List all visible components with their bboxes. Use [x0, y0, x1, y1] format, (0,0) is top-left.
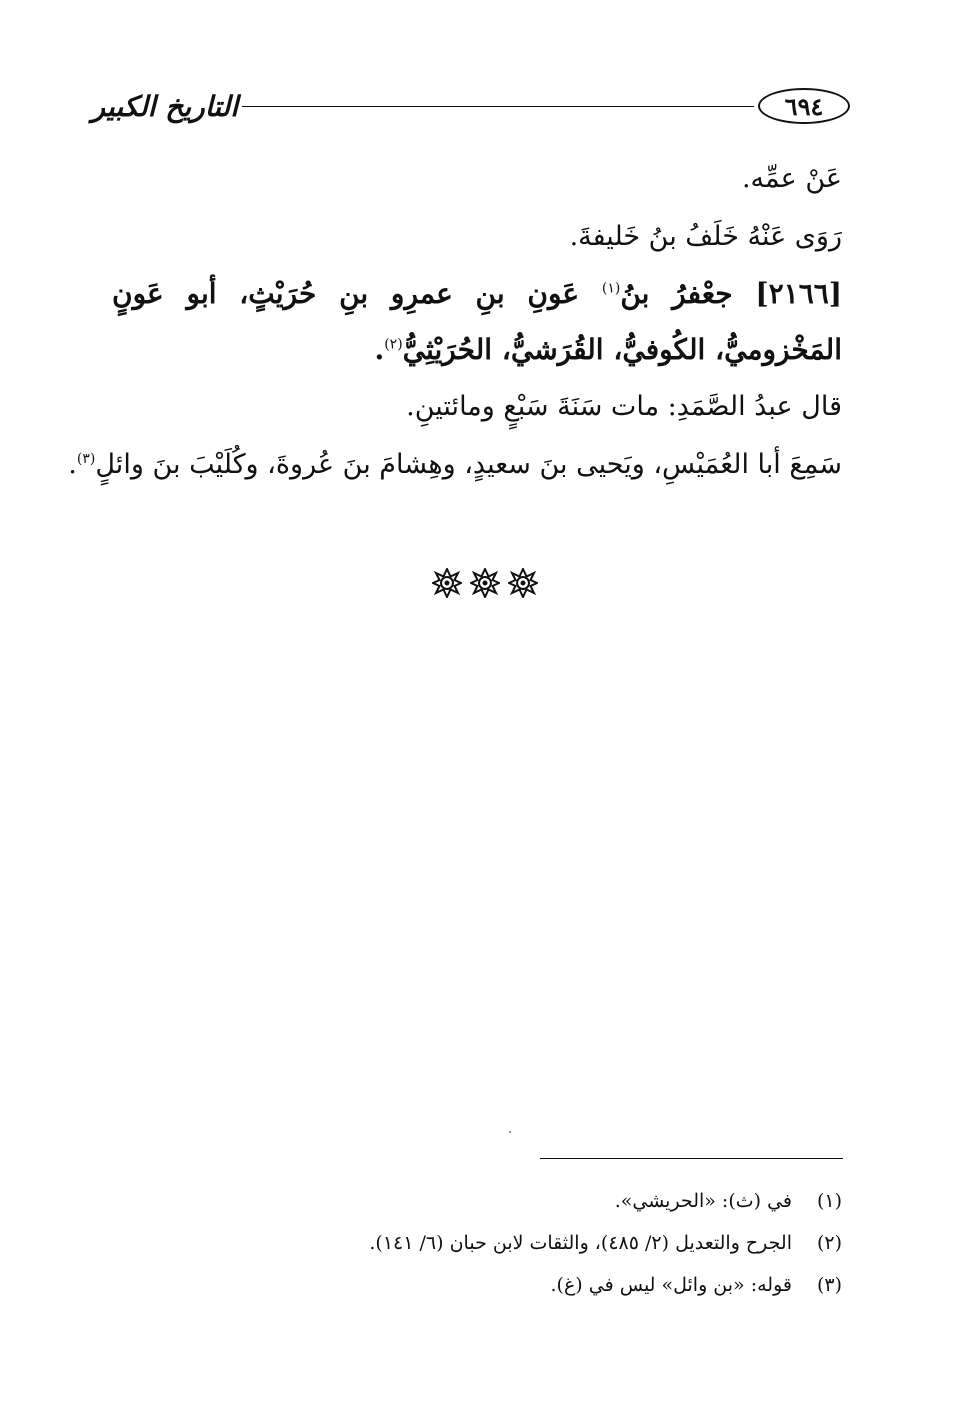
entry-heading-part-1: [٢١٦٦] جعْفرُ بنُ — [620, 277, 843, 310]
page-header — [91, 88, 850, 132]
print-speck — [509, 1131, 511, 1133]
entry-heading-part-2: عَونِ بنِ عمرِو بنِ حُرَيْثٍ، أبو عَونٍ المَخْزوميُّ، الكُوفيُّ، القُرَشيُّ، الحُرَيْثِيُّ — [112, 277, 842, 366]
ornament-icon — [508, 568, 538, 598]
text-line-2: رَوَى عَنْهُ خَلَفُ بنُ خَليفةَ. — [569, 221, 842, 252]
footnote-number: (٣) — [816, 1274, 842, 1296]
header-rule — [242, 106, 754, 107]
footnote-2 — [150, 1222, 842, 1264]
running-title: التاريخ الكبير — [91, 90, 238, 123]
text-line-4: قال عبدُ الصَّمَدِ: مات سَنَةَ سَبْعٍ ومائتينِ. — [406, 391, 842, 422]
footnote-number: (٢) — [816, 1232, 842, 1254]
footnote-ref-3[interactable]: (٣) — [76, 451, 96, 467]
entry-heading — [112, 266, 842, 378]
footnote-3 — [150, 1264, 842, 1306]
footnote-ref-2[interactable]: (٢) — [384, 336, 403, 353]
ornament-icon — [470, 568, 500, 598]
text-line-5-end: . — [68, 449, 77, 480]
footnote-separator — [540, 1158, 843, 1159]
footnote-text: قوله: «بن وائل» ليس في (غ). — [550, 1274, 792, 1296]
text-line-5-body: سَمِعَ أبا العُمَيْسِ، ويَحيى بنَ سعيدٍ، وهِشامَ بنَ عُروةَ، وكُلَيْبَ بنَ وائلٍ — [95, 449, 842, 480]
main-text — [68, 150, 843, 494]
footnotes — [150, 1180, 842, 1306]
footnote-number: (١) — [816, 1190, 842, 1212]
text-line-5 — [68, 436, 842, 494]
ornament-icon — [432, 568, 462, 598]
footnote-text: في (ث): «الحريشي». — [614, 1190, 792, 1212]
text-line-1: عَنْ عمِّه. — [741, 163, 842, 194]
footnote-text: الجرح والتعديل (٢/ ٤٨٥)، والثقات لابن حبان (٦/ ١٤١). — [369, 1232, 792, 1254]
footnote-1 — [150, 1180, 842, 1222]
entry-heading-end: . — [374, 333, 385, 366]
footnote-ref-1[interactable]: (١) — [601, 280, 621, 297]
section-ornaments — [0, 568, 970, 598]
page-number: ٦٩٤ — [758, 88, 850, 124]
